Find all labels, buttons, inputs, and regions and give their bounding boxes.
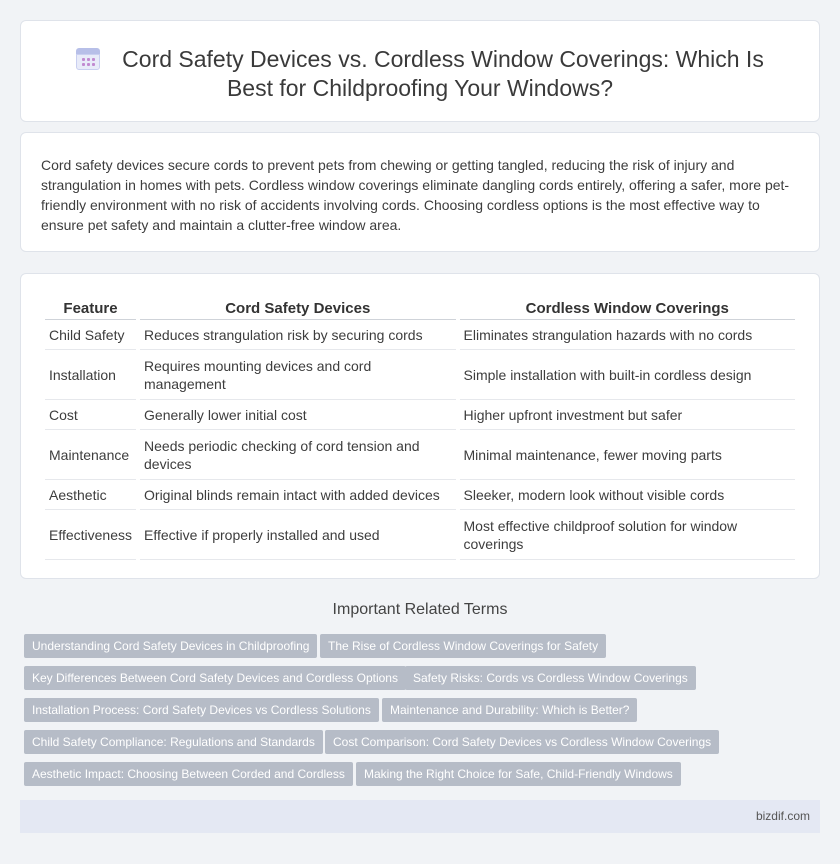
row-cord-safety: Original blinds remain intact with added devices — [140, 480, 456, 510]
related-tag[interactable]: Cost Comparison: Cord Safety Devices vs Cordless Window Coverings — [325, 730, 719, 754]
header-cordless-window-coverings: Cordless Window Coverings — [460, 296, 795, 320]
page-title-wrap — [21, 45, 819, 103]
row-cord-safety: Requires mounting devices and cord management — [140, 350, 456, 400]
header-cord-safety-devices: Cord Safety Devices — [140, 296, 456, 320]
page-title: Cord Safety Devices vs. Cordless Window Coverings: Which Is Best for Childproofing Your Windows? — [122, 46, 764, 101]
related-tag[interactable]: Maintenance and Durability: Which is Better? — [382, 698, 637, 722]
related-tag[interactable]: Key Differences Between Cord Safety Devices and Cordless Options — [24, 666, 406, 690]
row-cordless: Most effective childproof solution for window coverings — [460, 510, 795, 560]
related-tag[interactable]: The Rise of Cordless Window Coverings for Safety — [320, 634, 606, 658]
comparison-table-card — [20, 273, 820, 579]
intro-card — [20, 132, 820, 252]
comparison-table — [41, 296, 799, 560]
row-cordless: Eliminates strangulation hazards with no cords — [460, 320, 795, 350]
row-cord-safety: Reduces strangulation risk by securing cords — [140, 320, 456, 350]
table-row — [45, 480, 795, 510]
header-card — [20, 20, 820, 122]
row-feature: Installation — [45, 350, 136, 400]
row-cordless: Sleeker, modern look without visible cords — [460, 480, 795, 510]
row-feature: Aesthetic — [45, 480, 136, 510]
related-tag[interactable]: Making the Right Choice for Safe, Child-Friendly Windows — [356, 762, 681, 786]
table-row — [45, 350, 795, 400]
related-tag[interactable]: Understanding Cord Safety Devices in Childproofing — [24, 634, 317, 658]
row-cordless: Higher upfront investment but safer — [460, 400, 795, 430]
row-feature: Effectiveness — [45, 510, 136, 560]
row-cord-safety: Needs periodic checking of cord tension and devices — [140, 430, 456, 480]
row-feature: Cost — [45, 400, 136, 430]
row-cordless: Minimal maintenance, fewer moving parts — [460, 430, 795, 480]
intro-text: Cord safety devices secure cords to prevent pets from chewing or getting tangled, reducing the risk of injury and strangulation in homes with pets. Cordless window coverings eliminate dangling cords entirely, offering a safer, more pet-friendly environment with no risk of accidents involving cords. Choosing cordless options is the most effective way to ensure pet safety and maintain a clutter-free window area. — [41, 157, 790, 233]
row-cordless: Simple installation with built-in cordless design — [460, 350, 795, 400]
table-row — [45, 510, 795, 560]
related-tag[interactable]: Aesthetic Impact: Choosing Between Corded and Cordless — [24, 762, 353, 786]
related-tag[interactable]: Child Safety Compliance: Regulations and Standards — [24, 730, 323, 754]
row-feature: Maintenance — [45, 430, 136, 480]
calendar-icon — [76, 48, 100, 70]
header-feature: Feature — [45, 296, 136, 320]
table-row — [45, 320, 795, 350]
row-cord-safety: Generally lower initial cost — [140, 400, 456, 430]
row-feature: Child Safety — [45, 320, 136, 350]
table-row — [45, 430, 795, 480]
footer-site[interactable]: bizdif.com — [755, 809, 810, 823]
footer — [20, 800, 820, 833]
related-tag[interactable]: Installation Process: Cord Safety Devices vs Cordless Solutions — [24, 698, 379, 722]
table-row — [45, 400, 795, 430]
related-terms-title: Important Related Terms — [332, 601, 508, 618]
row-cord-safety: Effective if properly installed and used — [140, 510, 456, 560]
table-header-row — [45, 296, 795, 320]
related-tag[interactable]: Safety Risks: Cords vs Cordless Window Coverings — [405, 666, 696, 690]
